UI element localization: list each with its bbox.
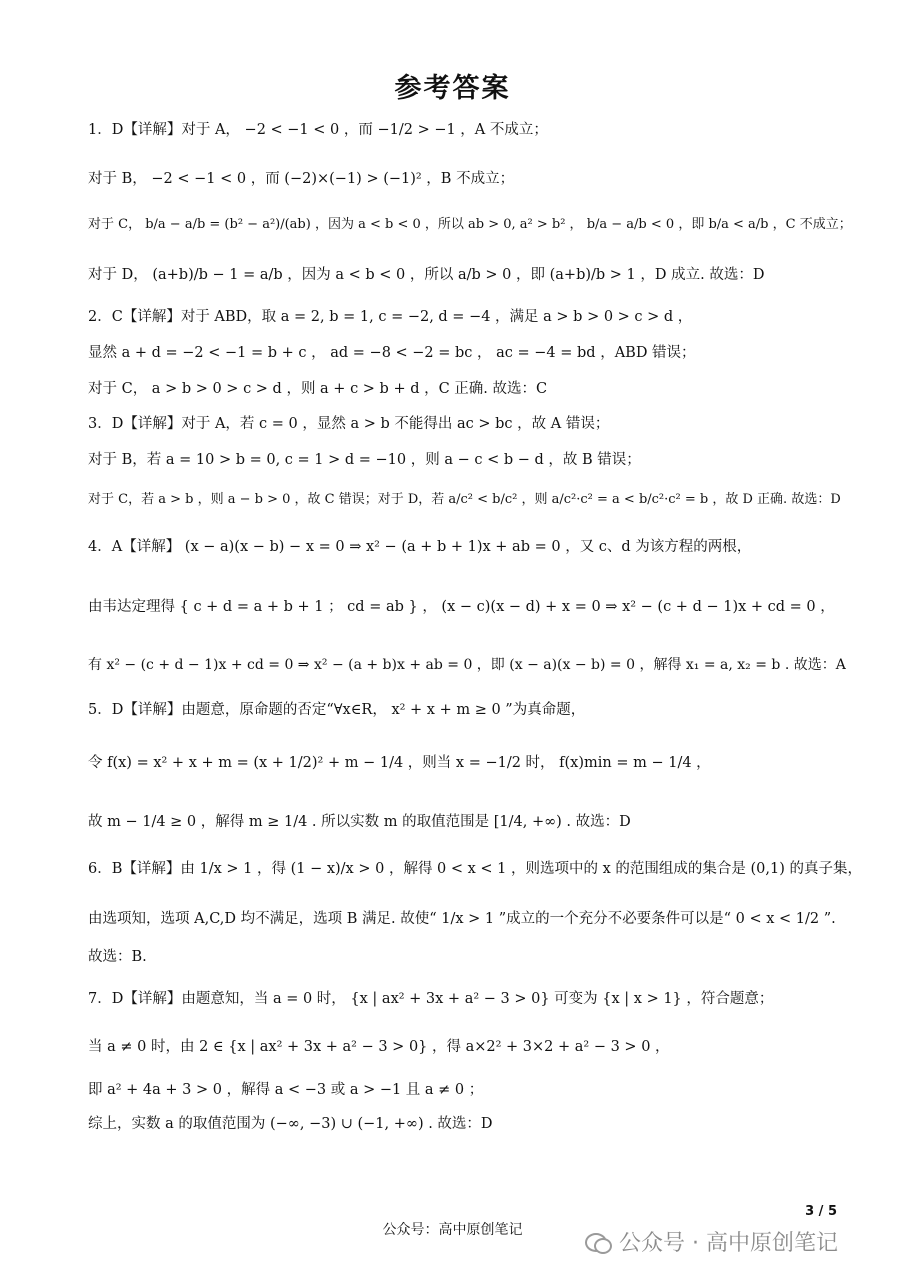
answer-line: 对于 C， b/a − a/b = (b² − a²)/(ab) ，因为 a < b < 0 ，所以 ab > 0, a² > b² ， b/a − a/b < 0 ，即 b/a < a/b ，C 不成立； <box>88 217 852 232</box>
answer-line: 2．C【详解】对于 ABD，取 a = 2, b = 1, c = −2, d = −4 ，满足 a > b > 0 > c > d ， <box>88 309 693 325</box>
answer-line: 对于 C， a > b > 0 > c > d ，则 a + c > b + d ，C 正确. 故选：C <box>88 381 548 397</box>
answer-line: 令 f(x) = x² + x + m = (x + 1/2)² + m − 1/4 ，则当 x = −1/2 时， f(x)min = m − 1/4 ， <box>88 755 711 771</box>
answer-line: 对于 C，若 a > b ，则 a − b > 0 ，故 C 错误；对于 D，若 a/c² < b/c² ，则 a/c²·c² = a < b/c²·c² = b ，故 D 正确. 故选：D <box>88 492 841 507</box>
answer-line: 由韦达定理得 { c + d = a + b + 1 ； cd = ab } ， (x − c)(x − d) + x = 0 ⇒ x² − (c + d − 1)x + cd = 0 ， <box>88 599 835 615</box>
answer-line: 5．D【详解】由题意，原命题的否定“∀x∈R， x² + x + m ≥ 0 ”为真命题， <box>88 702 586 718</box>
answer-line: 故选：B. <box>88 949 147 965</box>
answer-line: 1．D【详解】对于 A， −2 < −1 < 0 ，而 −1/2 > −1 ，A 不成立； <box>88 122 548 138</box>
answer-line: 对于 D， (a+b)/b − 1 = a/b ，因为 a < b < 0 ，所以 a/b > 0 ，即 (a+b)/b > 1 ，D 成立. 故选：D <box>88 267 765 283</box>
page-title: 参考答案 <box>394 73 511 104</box>
page-number: 3 / 5 <box>805 1204 837 1219</box>
answer-line: 综上，实数 a 的取值范围为 (−∞, −3) ∪ (−1, +∞) . 故选：D <box>88 1116 493 1132</box>
answer-line: 7．D【详解】由题意知，当 a = 0 时， {x | ax² + 3x + a² − 3 > 0} 可变为 {x | x > 1} ，符合题意； <box>88 991 774 1007</box>
answer-line: 4．A【详解】 (x − a)(x − b) − x = 0 ⇒ x² − (a + b + 1)x + ab = 0 ，又 c、d 为该方程的两根， <box>88 539 752 555</box>
footer-text: 公众号：高中原创笔记 <box>382 1222 523 1238</box>
answer-line: 对于 B， −2 < −1 < 0 ，而 (−2)×(−1) > (−1)² ，B 不成立； <box>88 171 515 187</box>
answer-line: 故 m − 1/4 ≥ 0 ，解得 m ≥ 1/4 . 所以实数 m 的取值范围是 [1/4, +∞) . 故选：D <box>88 814 631 830</box>
answer-line: 对于 B，若 a = 10 > b = 0, c = 1 > d = −10 ，则 a − c < b − d ，故 B 错误； <box>88 452 641 468</box>
answer-line: 6．B【详解】由 1/x > 1 ，得 (1 − x)/x > 0 ，解得 0 < x < 1 ，则选项中的 x 的范围组成的集合是 (0,1) 的真子集， <box>88 861 863 877</box>
answer-line: 3．D【详解】对于 A，若 c = 0 ，显然 a > b 不能得出 ac > bc ，故 A 错误； <box>88 416 610 432</box>
answer-line: 由选项知，选项 A,C,D 均不满足，选项 B 满足. 故使“ 1/x > 1 ”成立的一个充分不必要条件可以是“ 0 < x < 1/2 ”. <box>88 911 836 927</box>
answer-line: 当 a ≠ 0 时，由 2 ∈ {x | ax² + 3x + a² − 3 > 0} ，得 a×2² + 3×2 + a² − 3 > 0 ， <box>88 1039 670 1055</box>
answer-line: 显然 a + d = −2 < −1 = b + c ， ad = −8 < −2 = bc ， ac = −4 = bd ，ABD 错误； <box>88 345 696 361</box>
watermark <box>585 1226 838 1257</box>
answer-line: 有 x² − (c + d − 1)x + cd = 0 ⇒ x² − (a + b)x + ab = 0 ，即 (x − a)(x − b) = 0 ，解得 x₁ = a, x₂ = b . 故选：A <box>88 657 846 673</box>
wechat-icon <box>585 1231 611 1253</box>
watermark-text: 公众号 · 高中原创笔记 <box>619 1231 838 1256</box>
answer-line: 即 a² + 4a + 3 > 0 ，解得 a < −3 或 a > −1 且 a ≠ 0 ； <box>88 1082 484 1098</box>
